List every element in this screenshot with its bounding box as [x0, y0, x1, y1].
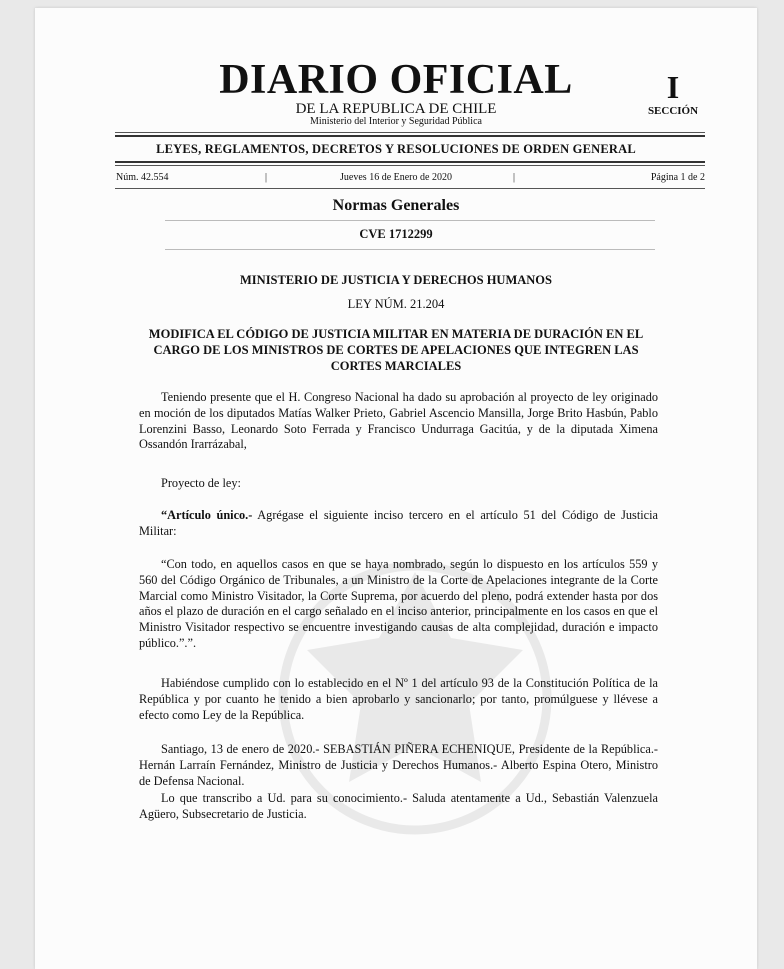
newspaper-subtitle: DE LA REPUBLICA DE CHILE — [295, 101, 497, 117]
article-label: “Artículo único.- — [161, 508, 253, 522]
paragraph-article — [139, 508, 658, 540]
divider — [115, 188, 705, 189]
law-number: LEY NÚM. 21.204 — [347, 297, 445, 311]
paragraph-promulgation: Habiéndose cumplido con lo establecido en el Nº 1 del artículo 93 de la Constitución Política de la República y por cuanto he tenido a bien aprobarlo y sancionarlo; por tanto, promúlguese y llévese a efecto como Ley de la República. — [139, 676, 658, 722]
section-banner: LEYES, REGLAMENTOS, DECRETOS Y RESOLUCIONES DE ORDEN GENERAL — [156, 142, 636, 156]
section-label: SECCIÓN — [647, 105, 699, 117]
law-title: MODIFICA EL CÓDIGO DE JUSTICIA MILITAR EN MATERIA DE DURACIÓN EN EL CARGO DE LOS MINISTROS DE CORTES DE APELACIONES QUE INTEGREN LAS CORTES MARCIALES — [148, 327, 644, 373]
page-indicator: Página 1 de 2 — [650, 172, 705, 183]
publisher-ministry: Ministerio del Interior y Seguridad Pública — [310, 116, 482, 127]
document-page — [35, 8, 757, 969]
newspaper-title: DIARIO OFICIAL — [219, 57, 573, 103]
paragraph-preamble: Teniendo presente que el H. Congreso Nacional ha dado su aprobación al proyecto de ley originado en moción de los diputados Matías Walker Prieto, Gabriel Ascencio Mansilla, Jorge Brito Hasbún, Pablo Lorenzini Basso, Leonardo Soto Ferrada y Francisco Undurraga Gacitúa, y de la diputada Ximena Ossandón Irarrázabal, — [139, 390, 658, 452]
paragraph-closing: Lo que transcribo a Ud. para su conocimiento.- Saluda atentamente a Ud., Sebastián Valenzuela Agüero, Subsecretario de Justicia. — [139, 791, 658, 821]
divider — [115, 165, 705, 166]
divider — [165, 220, 655, 221]
department-heading: MINISTERIO DE JUSTICIA Y DERECHOS HUMANOS — [240, 273, 552, 287]
issue-number: Núm. 42.554 — [116, 172, 169, 183]
info-separator: | — [513, 172, 516, 183]
paragraph-amendment: “Con todo, en aquellos casos en que se haya nombrado, según lo dispuesto en los artículos 559 y 560 del Código Orgánico de Tribunales, a un Ministro de la Corte de Apelaciones integrante de la Corte Marcial como Ministro Visitador, la Corte Suprema, por acuerdo del pleno, podrá extender hasta por dos años el plazo de duración en el cargo señalado en el inciso anterior, principalmente en los casos en que el Ministro Visitador respectivo se encuentre investigando causas de alta complejidad, duración e impacto público.”.”. — [139, 557, 658, 650]
masthead — [35, 58, 757, 138]
divider — [115, 135, 705, 137]
cve-code: CVE 1712299 — [359, 227, 433, 241]
divider — [165, 249, 655, 250]
paragraph-signatures: Santiago, 13 de enero de 2020.- SEBASTIÁN PIÑERA ECHENIQUE, Presidente de la República.- Hernán Larraín Fernández, Ministro de Justicia y Derechos Humanos.- Alberto Espina Otero, Ministro de Defensa Nacional. — [139, 742, 658, 788]
issue-date: Jueves 16 de Enero de 2020 — [340, 172, 452, 183]
category-heading: Normas Generales — [332, 197, 460, 214]
article-text: Agrégase el siguiente inciso tercero en el artículo 51 del Código de Justicia Militar: — [139, 508, 658, 538]
section-number: I — [666, 69, 680, 105]
info-separator: | — [265, 172, 268, 183]
divider — [115, 161, 705, 163]
divider — [115, 132, 705, 133]
paragraph-bill: Proyecto de ley: — [161, 476, 241, 490]
